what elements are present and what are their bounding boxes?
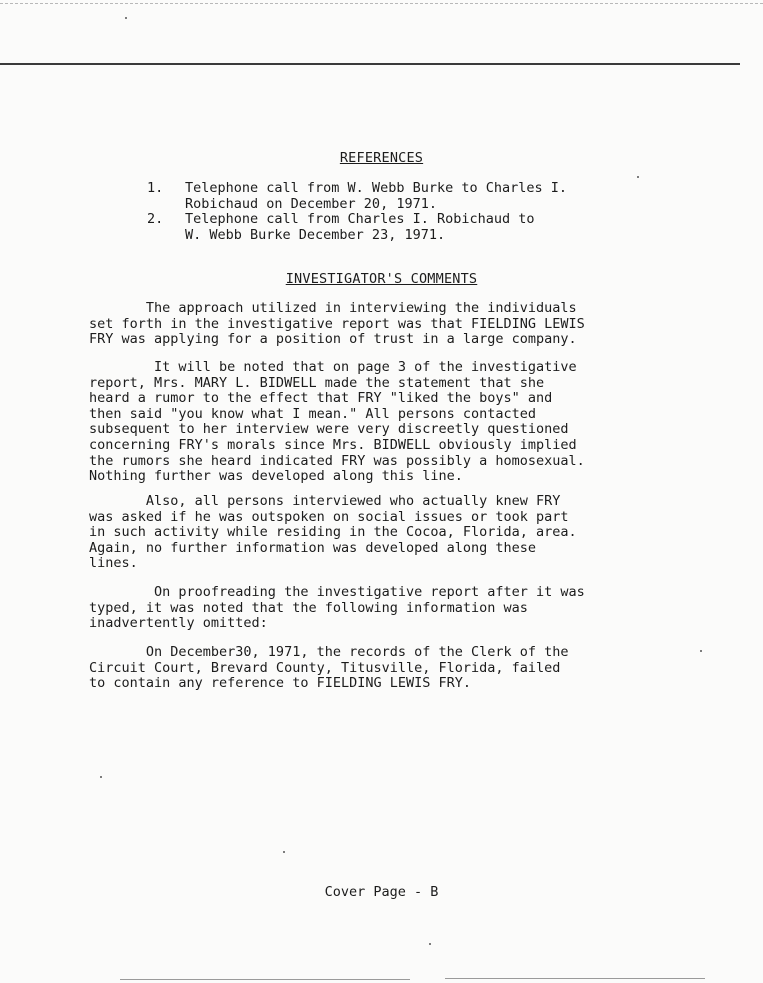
text-line: Also, all persons interviewed who actually knew FRY [89, 493, 561, 509]
reference-line: Robichaud on December 20, 1971. [185, 195, 437, 212]
text-line: On December30, 1971, the records of the Clerk of the [89, 644, 569, 660]
text-line: heard a rumor to the effect that FRY "liked the boys" and [89, 390, 553, 407]
reference-line: Telephone call from Charles I. Robichaud to [185, 211, 535, 227]
text-line: The approach utilized in interviewing the individuals [89, 300, 577, 316]
paragraph-clerk-records [89, 645, 569, 692]
paragraph-social-issues [89, 494, 577, 572]
scan-speck [125, 17, 127, 19]
scan-speck [100, 776, 102, 778]
text-line: On proofreading the investigative report after it was [89, 584, 585, 600]
scan-speck [283, 851, 285, 853]
bottom-rule-right [445, 978, 705, 979]
paragraph-bidwell [89, 360, 585, 485]
text-line: Circuit Court, Brevard County, Titusville, Florida, failed [89, 659, 561, 676]
page-footer: Cover Page - B [324, 884, 439, 900]
text-line: was asked if he was outspoken on social issues or took part [89, 508, 569, 525]
text-line: It will be noted that on page 3 of the investigative [89, 359, 577, 375]
text-line: subsequent to her interview were very discreetly questioned [89, 421, 569, 438]
text-line: then said "you know what I mean." All persons contacted [89, 405, 537, 422]
paragraph-approach [89, 301, 585, 348]
top-rule [0, 63, 740, 65]
scan-speck [700, 650, 702, 652]
references-heading: REFERENCES [339, 150, 424, 166]
top-dashed-edge [0, 3, 763, 4]
reference-number: 2. [147, 211, 164, 227]
text-line: typed, it was noted that the following information was [89, 599, 528, 616]
paragraph-proofreading [89, 585, 585, 632]
scan-speck [429, 943, 431, 945]
text-line: in such activity while residing in the Cocoa, Florida, area. [89, 524, 577, 541]
text-line: Nothing further was developed along this line. [89, 468, 463, 485]
text-line: report, Mrs. MARY L. BIDWELL made the statement that she [89, 374, 545, 391]
text-line: to contain any reference to FIELDING LEWIS FRY. [89, 675, 472, 692]
investigators-comments-heading: INVESTIGATOR'S COMMENTS [285, 271, 478, 287]
reference-line: W. Webb Burke December 23, 1971. [185, 226, 446, 243]
text-line: FRY was applying for a position of trust in a large company. [89, 331, 577, 348]
text-line: set forth in the investigative report was that FIELDING LEWIS [89, 315, 585, 332]
scan-speck [637, 176, 639, 178]
text-line: concerning FRY's morals since Mrs. BIDWELL obviously implied [89, 436, 577, 453]
text-line: inadvertently omitted: [89, 615, 268, 632]
text-line: the rumors she heard indicated FRY was possibly a homosexual. [89, 452, 585, 469]
reference-number: 1. [147, 180, 164, 196]
bottom-rule-left [120, 979, 410, 980]
text-line: lines. [89, 555, 138, 572]
text-line: Again, no further information was developed along these [89, 539, 537, 556]
reference-line: Telephone call from W. Webb Burke to Charles I. [185, 180, 568, 196]
